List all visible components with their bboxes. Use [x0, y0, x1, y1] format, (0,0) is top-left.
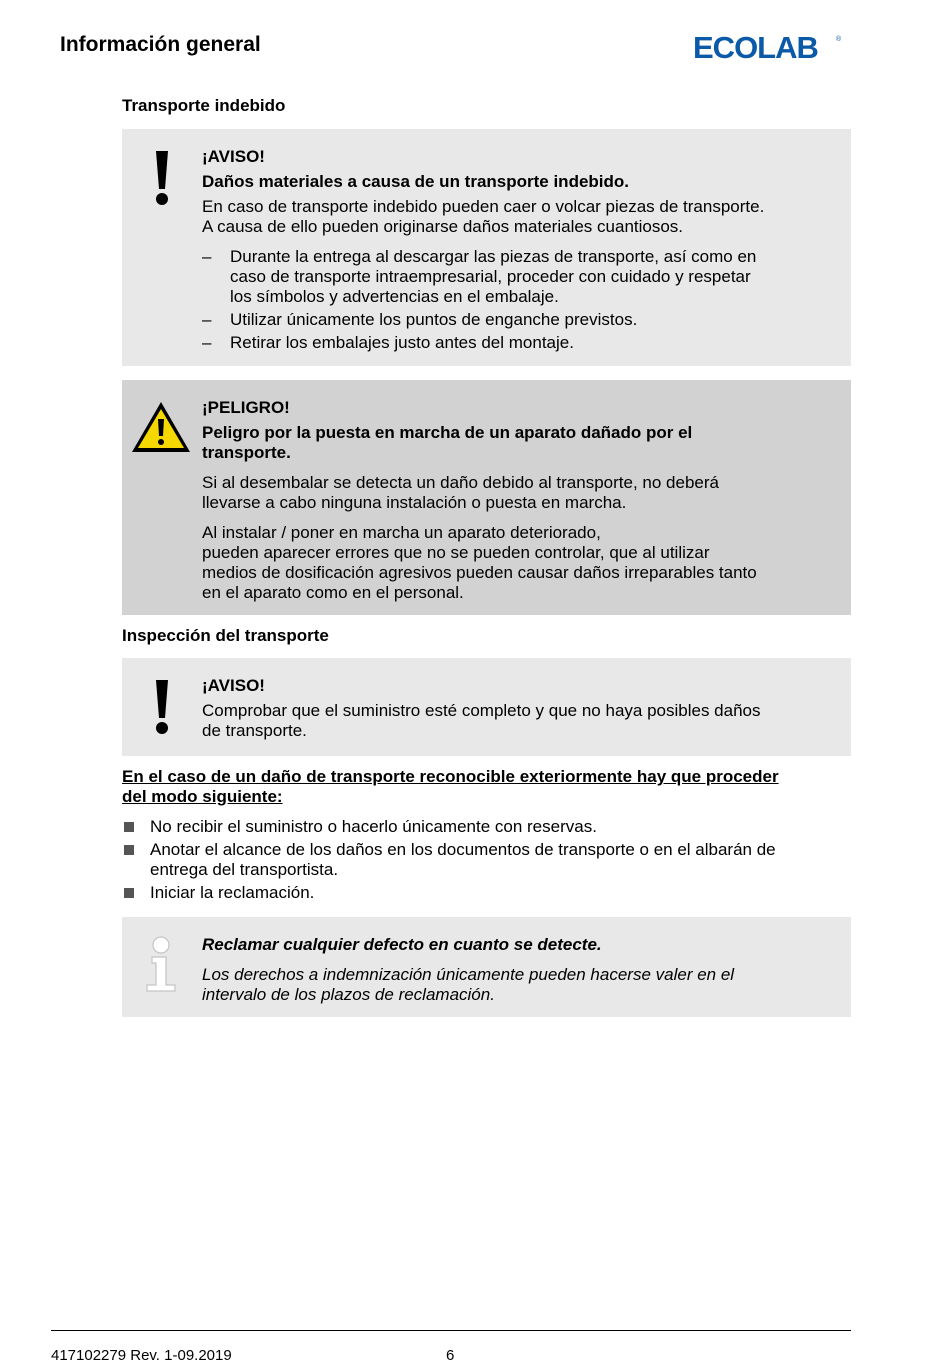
- list-item: [202, 310, 807, 330]
- dash-bullet: –: [202, 310, 212, 329]
- square-bullet-icon: [124, 822, 134, 832]
- ecolab-logo: [693, 30, 843, 62]
- exclamation-icon: [152, 680, 172, 736]
- info-box: [122, 917, 851, 1017]
- list-item-line: Iniciar la reclamación.: [150, 883, 315, 902]
- danger-signal-word: ¡PELIGRO!: [202, 398, 290, 417]
- list-item-line: Anotar el alcance de los daños en los documentos de transporte o en el albarán de: [150, 840, 776, 859]
- footer-page-number: 6: [446, 1347, 455, 1364]
- notice-title: Daños materiales a causa de un transporte indebido.: [202, 172, 630, 191]
- logo-text: ECOLAB: [693, 30, 818, 62]
- page-title: Información general: [60, 33, 261, 56]
- danger-body-line: Al instalar / poner en marcha un aparato deteriorado,: [202, 523, 601, 542]
- danger-title-line: transporte.: [202, 443, 291, 462]
- danger-body-line: en el aparato como en el personal.: [202, 583, 464, 602]
- notice-body-line: En caso de transporte indebido pueden caer o volcar piezas de transporte.: [202, 197, 765, 216]
- danger-title-line: Peligro por la puesta en marcha de un aparato dañado por el: [202, 423, 693, 442]
- notice-box-inspection: [122, 658, 851, 756]
- danger-body-line: pueden aparecer errores que no se pueden controlar, que al utilizar: [202, 543, 710, 562]
- registered-mark-icon: ®: [836, 36, 842, 43]
- list-item-line: entrega del transportista.: [150, 860, 339, 879]
- dash-bullet: –: [202, 333, 212, 352]
- list-item-line: Retirar los embalajes justo antes del montaje.: [230, 333, 574, 352]
- notice-body-line: A causa de ello pueden originarse daños materiales cuantiosos.: [202, 217, 684, 236]
- section-heading-transport: Transporte indebido: [122, 96, 286, 115]
- notice-signal-word: ¡AVISO!: [202, 147, 265, 166]
- danger-body-line: llevarse a cabo ninguna instalación o puesta en marcha.: [202, 493, 627, 512]
- notice-body-line: de transporte.: [202, 721, 307, 740]
- notice-signal-word: ¡AVISO!: [202, 676, 265, 695]
- list-item: [202, 247, 807, 307]
- list-item-line: los símbolos y advertencias en el embalaje.: [230, 287, 559, 306]
- danger-body-line: Si al desembalar se detecta un daño debido al transporte, no deberá: [202, 473, 719, 492]
- notice-body-line: Comprobar que el suministro esté completo y que no haya posibles daños: [202, 701, 761, 720]
- info-icon: [144, 935, 178, 993]
- warning-triangle-icon: [130, 400, 192, 454]
- info-title: Reclamar cualquier defecto en cuanto se detecte.: [202, 935, 602, 954]
- info-body-line: Los derechos a indemnización únicamente pueden hacerse valer en el: [202, 965, 735, 984]
- list-item-line: caso de transporte intraempresarial, proceder con cuidado y respetar: [230, 267, 751, 286]
- square-bullet-icon: [124, 888, 134, 898]
- footer-divider: [51, 1330, 851, 1331]
- danger-body-line: medios de dosificación agresivos pueden causar daños irreparables tanto: [202, 563, 757, 582]
- footer-doc-number: 417102279 Rev. 1-09.2019: [51, 1347, 232, 1364]
- list-item: [122, 883, 851, 903]
- exclamation-icon: [152, 151, 172, 207]
- procedure-heading-line: En el caso de un daño de transporte reconocible exteriormente hay que proceder: [122, 767, 779, 786]
- list-item: [122, 817, 851, 837]
- list-item: [202, 333, 807, 353]
- list-item-line: Utilizar únicamente los puntos de enganche previstos.: [230, 310, 638, 329]
- procedure-list: [122, 817, 851, 906]
- list-item: [122, 840, 851, 880]
- notice-box-transport: [122, 129, 851, 366]
- info-body-line: intervalo de los plazos de reclamación.: [202, 985, 495, 1004]
- procedure-heading: [122, 767, 851, 807]
- list-item-line: No recibir el suministro o hacerlo únicamente con reservas.: [150, 817, 597, 836]
- procedure-heading-line: del modo siguiente:: [122, 787, 283, 806]
- square-bullet-icon: [124, 845, 134, 855]
- danger-box: [122, 380, 851, 615]
- list-item-line: Durante la entrega al descargar las piezas de transporte, así como en: [230, 247, 757, 266]
- section-heading-inspection: Inspección del transporte: [122, 626, 329, 645]
- dash-bullet: –: [202, 247, 212, 266]
